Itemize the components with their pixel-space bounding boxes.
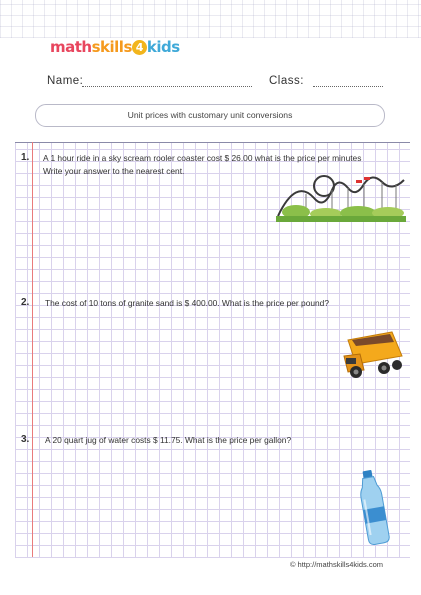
- question-1-number: 1.: [21, 152, 30, 163]
- name-label: Name:: [47, 75, 84, 87]
- logo-part-math: math: [50, 38, 92, 56]
- question-2-text: The cost of 10 tons of granite sand is $ 400.00. What is the price per pound?: [45, 298, 329, 308]
- margin-line: [32, 142, 33, 557]
- roller-coaster-icon: [276, 168, 406, 222]
- question-2-number: 2.: [21, 297, 30, 308]
- logo-part-kids: kids: [146, 38, 180, 56]
- question-1-line-1: A 1 hour ride in a sky scream rooler coaster cost $ 26.00 what is the price per minutes: [43, 153, 362, 163]
- question-3-text: A 20 quart jug of water costs $ 11.75. What is the price per gallon?: [45, 435, 292, 445]
- worksheet-title: Unit prices with customary unit conversions: [35, 104, 385, 127]
- logo-part-skills: skills: [91, 38, 132, 56]
- water-bottle-icon: [354, 468, 394, 548]
- class-field-line[interactable]: [313, 86, 383, 87]
- header-grid-strip: [0, 0, 421, 38]
- question-3-number: 3.: [21, 434, 30, 445]
- dump-truck-icon: [342, 330, 408, 380]
- class-label: Class:: [269, 75, 304, 87]
- footer-copyright[interactable]: © http://mathskills4kids.com: [289, 560, 383, 569]
- name-field-line[interactable]: [82, 86, 252, 87]
- question-1-line-2: Write your answer to the nearest cent.: [43, 166, 185, 176]
- site-logo: [50, 38, 180, 56]
- logo-part-4: 4: [132, 40, 147, 55]
